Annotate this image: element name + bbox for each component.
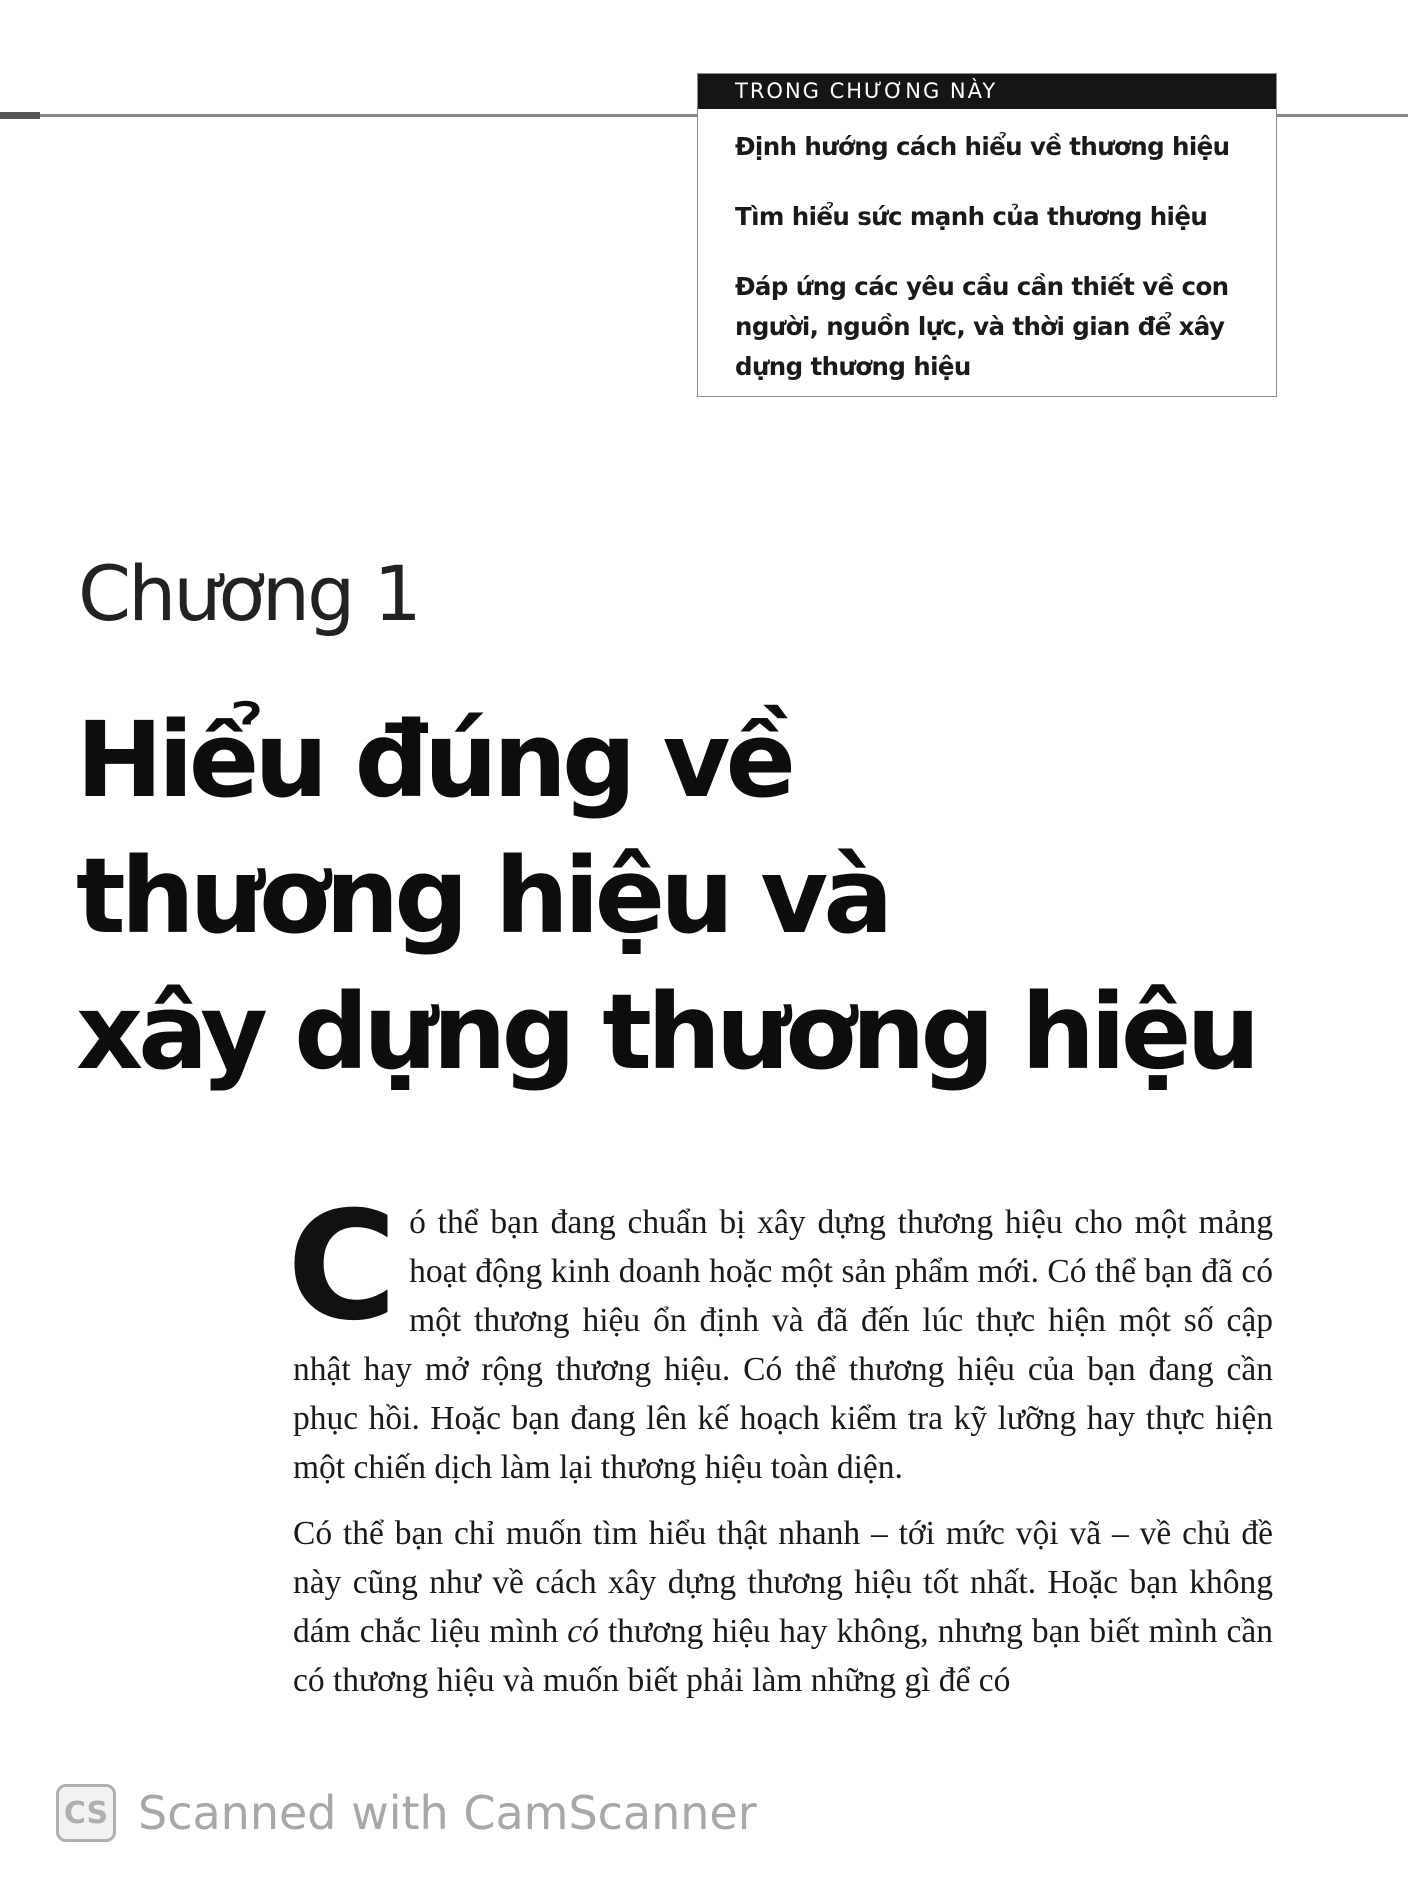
chapter-box-header: TRONG CHƯƠNG NÀY [698, 74, 1276, 109]
chapter-box-item: Định hướng cách hiểu về thương hiệu [735, 132, 1230, 161]
chapter-title-line: thương hiệu và [76, 835, 889, 957]
chapter-title [76, 692, 1356, 1100]
top-rule-left-mark [0, 112, 40, 119]
camscanner-logo-icon: CS [56, 1784, 116, 1842]
watermark-text: Scanned with CamScanner [138, 1786, 757, 1840]
body-paragraph [293, 1509, 1273, 1705]
paragraph-text: thương hiệu hay không, nhưng bạn biết mình cần có thương hiệu và muốn biết phải làm những gì để có [293, 1613, 1273, 1699]
body-text [287, 1180, 1273, 1722]
chapter-number: Chương 1 [78, 549, 419, 638]
chapter-box-item: Tìm hiểu sức mạnh của thương hiệu [735, 202, 1208, 231]
chapter-title-line: xây dựng thương hiệu [76, 971, 1256, 1093]
chapter-title-line: Hiểu đúng về [76, 699, 791, 821]
drop-cap: C [287, 1180, 398, 1354]
chapter-box-list [698, 109, 1276, 387]
emphasis-text: có [567, 1613, 599, 1650]
paragraph-text: ó thể bạn đang chuẩn bị xây dựng thương hiệu cho một mảng hoạt động kinh doanh hoặc một sản phẩm mới. Có thể bạn đã có một thương hiệu ổn định và đã đến lúc thực hiện một số cập nhật hay mở rộng thương hiệu. Có thể thương hiệu của bạn đang cần phục hồi. Hoặc bạn đang lên kế hoạch kiểm tra kỹ lưỡng hay thực hiện một chiến dịch làm lại thương hiệu toàn diện. [293, 1204, 1273, 1486]
chapter-contents-box [697, 73, 1277, 397]
chapter-box-item: Đáp ứng các yêu cầu cần thiết về con người, nguồn lực, và thời gian để xây dựng thương hiệu [735, 272, 1229, 381]
camscanner-watermark [56, 1782, 757, 1844]
paragraph-text: Có thể bạn chỉ muốn tìm hiểu thật nhanh – tới mức vội vã – về chủ đề này cũng như về cách xây dựng thương hiệu tốt nhất. Hoặc bạn không dám chắc liệu mình [293, 1515, 1273, 1650]
body-paragraph [287, 1180, 1273, 1492]
